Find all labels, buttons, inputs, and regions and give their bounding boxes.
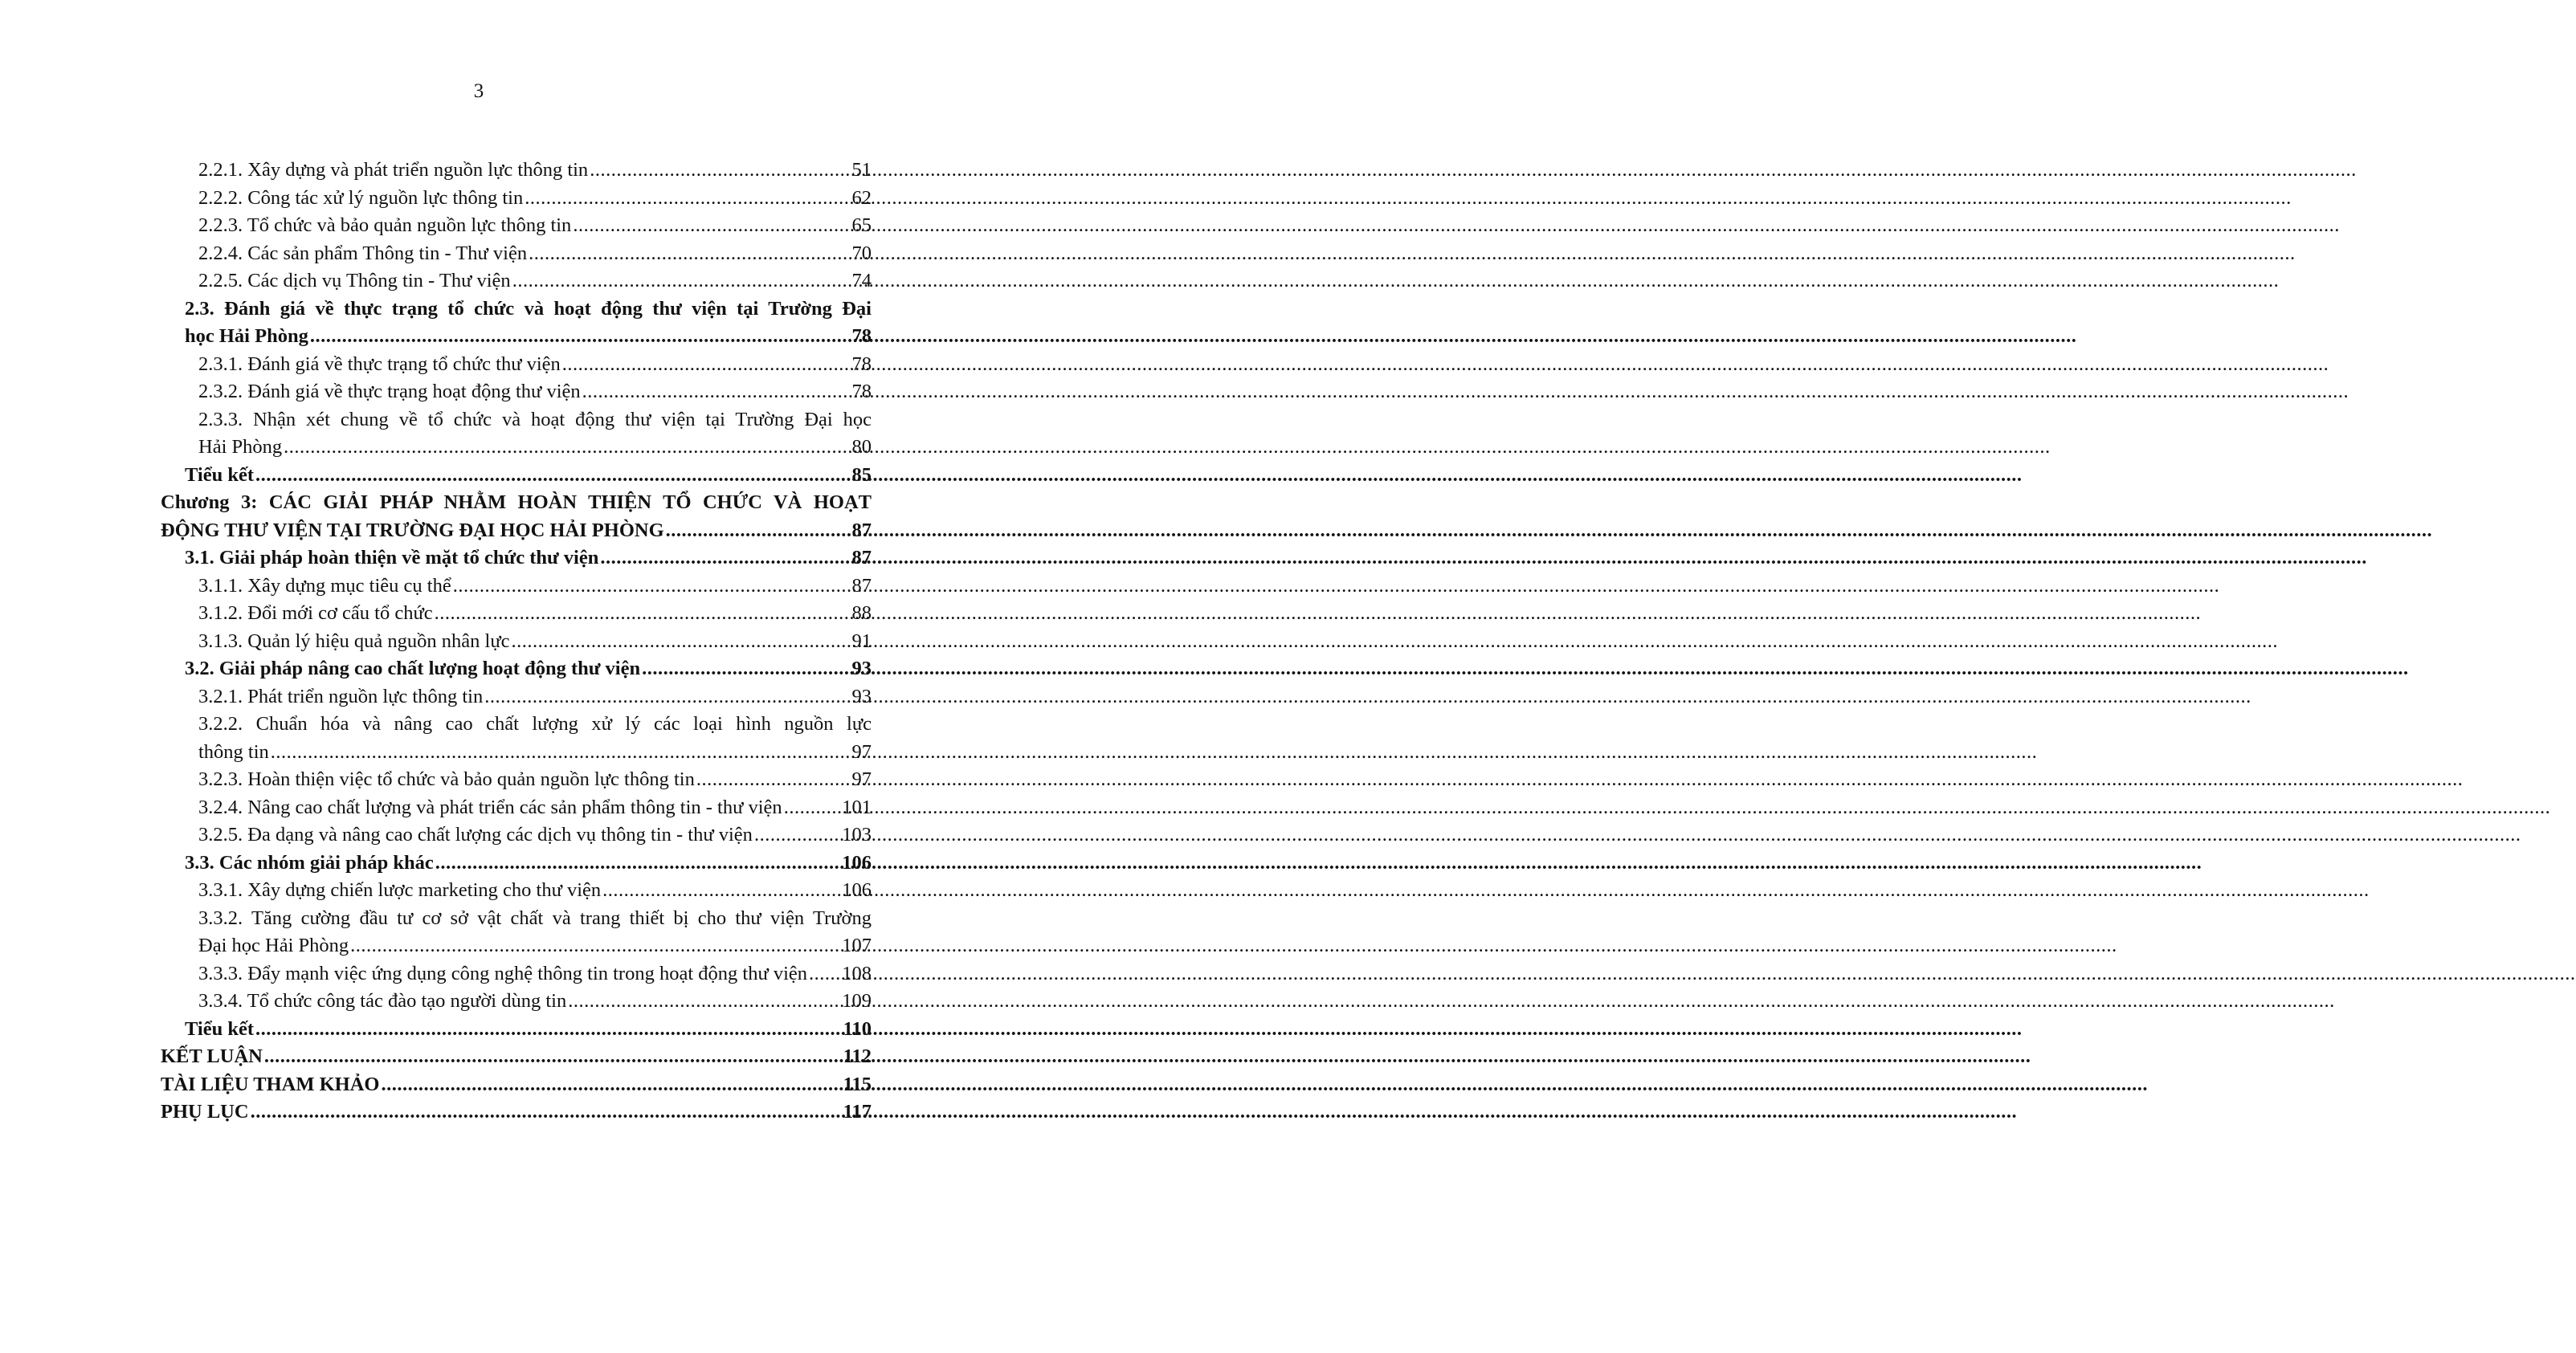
toc-entry-title: Đại học Hải Phòng xyxy=(198,935,349,956)
toc-page-number: 110 xyxy=(843,1017,872,1040)
toc-entry-title-line: 3.3.2. Tăng cường đầu tư cơ sở vật chất và trang thiết bị cho thư viện Trường xyxy=(198,907,872,929)
toc-page-number: 78 xyxy=(851,353,872,375)
toc-entry xyxy=(161,1016,872,1044)
toc-entry-title: 3.3.1. Xây dựng chiến lược marketing cho thư viện xyxy=(198,879,602,901)
toc-entry xyxy=(161,628,872,656)
toc-entry xyxy=(161,877,872,905)
toc-entry xyxy=(161,573,872,601)
toc-page-number: 78 xyxy=(851,325,872,347)
dot-leader xyxy=(284,434,851,462)
toc-entry xyxy=(161,378,872,406)
dot-leader xyxy=(271,739,852,767)
toc-entry-title: 3.2.4. Nâng cao chất lượng và phát triển các sản phẩm thông tin - thư viện xyxy=(198,796,782,818)
dot-leader xyxy=(602,877,842,905)
toc-entry xyxy=(161,157,872,185)
page-number: 3 xyxy=(473,80,484,102)
dot-leader xyxy=(784,794,843,822)
toc-entry-title: 3.2.3. Hoàn thiện việc tổ chức và bảo quản nguồn lực thông tin xyxy=(198,768,695,790)
toc-entry-title-line: 2.3. Đánh giá về thực trạng tổ chức và hoạt động thư viện tại Trường Đại xyxy=(185,297,872,320)
toc-page-number: 106 xyxy=(842,851,872,874)
toc-entry-title: 2.3.2. Đánh giá về thực trạng hoạt động thư viện xyxy=(198,381,581,402)
toc-page-number: 62 xyxy=(851,186,872,209)
dot-leader xyxy=(568,988,842,1016)
dot-leader xyxy=(529,240,851,268)
dot-leader xyxy=(512,267,852,295)
dot-leader xyxy=(696,766,852,794)
dot-leader xyxy=(310,323,852,351)
toc-page-number: 115 xyxy=(843,1073,872,1095)
toc-page-number: 109 xyxy=(842,990,872,1012)
toc-entry-title: Tiểu kết xyxy=(185,1017,254,1040)
dot-leader xyxy=(809,960,842,988)
toc-page-number: 108 xyxy=(842,962,872,984)
toc-page-number: 87 xyxy=(851,519,872,541)
toc-page-number: 107 xyxy=(842,935,872,956)
toc-entry-title: KẾT LUẬN xyxy=(161,1045,263,1067)
toc-entry-title: 2.2.1. Xây dựng và phát triển nguồn lực thông tin xyxy=(198,159,589,181)
toc-page-number: 85 xyxy=(851,463,872,486)
dot-leader xyxy=(590,157,851,185)
toc-entry-title: 3.1.1. Xây dựng mục tiêu cụ thể xyxy=(198,574,451,597)
toc-entry xyxy=(161,850,872,878)
dot-leader xyxy=(754,821,842,850)
toc-entry-title: 3.1.2. Đổi mới cơ cấu tổ chức xyxy=(198,602,433,624)
dot-leader xyxy=(350,932,842,960)
toc-entry-title: 3.1.3. Quản lý hiệu quả nguồn nhân lực xyxy=(198,630,510,652)
toc-entry-title: 3.2.1. Phát triển nguồn lực thông tin xyxy=(198,685,484,707)
toc-entry-title: 3.1. Giải pháp hoàn thiện về mặt tổ chức thư viện xyxy=(185,547,599,569)
toc-entry xyxy=(161,683,872,711)
toc-entry xyxy=(161,711,872,766)
toc-entry xyxy=(161,212,872,240)
toc-entry-title: 3.3.3. Đẩy mạnh việc ứng dụng công nghệ thông tin trong hoạt động thư viện xyxy=(198,962,808,984)
toc-entry-title: 2.2.2. Công tác xử lý nguồn lực thông tin xyxy=(198,186,524,209)
dot-leader xyxy=(562,351,852,379)
dot-leader xyxy=(582,378,852,406)
dot-leader xyxy=(642,655,851,683)
toc-entry-title-line: 2.3.3. Nhận xét chung về tổ chức và hoạt động thư viện tại Trường Đại học xyxy=(198,408,872,430)
toc-entry xyxy=(161,351,872,379)
toc-entry xyxy=(161,655,872,683)
dot-leader xyxy=(255,1016,843,1044)
toc-entry xyxy=(161,600,872,628)
toc-entry-title: 2.2.3. Tổ chức và bảo quản nguồn lực thông tin xyxy=(198,214,572,236)
toc-page-number: 112 xyxy=(843,1045,872,1067)
toc-entry-title: ĐỘNG THƯ VIỆN TẠI TRƯỜNG ĐẠI HỌC HẢI PHÒNG xyxy=(161,519,664,541)
toc-entry-title: 2.2.5. Các dịch vụ Thông tin - Thư viện xyxy=(198,270,511,291)
dot-leader xyxy=(525,185,851,213)
toc-page-number: 65 xyxy=(851,214,872,236)
toc-entry xyxy=(161,185,872,213)
dot-leader xyxy=(600,544,851,573)
toc-page-number: 101 xyxy=(842,796,872,818)
toc-page-number: 117 xyxy=(843,1101,872,1123)
toc-entry xyxy=(161,766,872,794)
toc-page-number: 87 xyxy=(851,574,872,597)
dot-leader xyxy=(255,462,852,490)
toc-page-number: 78 xyxy=(851,381,872,402)
toc-entry xyxy=(161,794,872,822)
toc-entry-title: PHỤ LỤC xyxy=(161,1101,249,1123)
toc-entry-title: 3.2.5. Đa dạng và nâng cao chất lượng các dịch vụ thông tin - thư viện xyxy=(198,824,753,846)
toc-entry xyxy=(161,489,872,544)
toc-entry xyxy=(161,267,872,295)
dot-leader xyxy=(484,683,851,711)
toc-entry-title-line: 3.2.2. Chuẩn hóa và nâng cao chất lượng xử lý các loại hình nguồn lực xyxy=(198,713,872,735)
toc-entry-title: 2.2.4. Các sản phẩm Thông tin - Thư viện xyxy=(198,242,528,264)
dot-leader xyxy=(264,1043,843,1071)
toc-entry xyxy=(161,1071,872,1099)
toc-entry-title: 3.2. Giải pháp nâng cao chất lượng hoạt động thư viện xyxy=(185,658,641,679)
toc-page-number: 97 xyxy=(851,768,872,790)
toc-entry-title: Hải Phòng xyxy=(198,436,283,458)
toc-page-number: 93 xyxy=(851,658,872,679)
toc-entry xyxy=(161,240,872,268)
toc-entry-title: 2.3.1. Đánh giá về thực trạng tổ chức thư viện xyxy=(198,353,561,375)
toc-page-number: 103 xyxy=(842,824,872,846)
toc-page-number: 80 xyxy=(851,436,872,458)
toc-page-number: 93 xyxy=(851,685,872,707)
toc-page-number: 74 xyxy=(851,270,872,291)
dot-leader xyxy=(382,1071,843,1099)
toc-entry xyxy=(161,462,872,490)
toc-page-number: 87 xyxy=(851,547,872,569)
toc-page-number: 106 xyxy=(842,879,872,901)
toc-entry xyxy=(161,988,872,1016)
toc-page-number: 97 xyxy=(851,740,872,763)
toc-entry xyxy=(161,960,872,988)
toc-entry xyxy=(161,1043,872,1071)
toc-page-number: 91 xyxy=(851,630,872,652)
toc-entry-title: TÀI LIỆU THAM KHẢO xyxy=(161,1073,380,1095)
table-of-contents xyxy=(161,157,872,1127)
dot-leader xyxy=(573,212,851,240)
toc-entry-title-line: Chương 3: CÁC GIẢI PHÁP NHẰM HOÀN THIỆN TỔ CHỨC VÀ HOẠT xyxy=(161,491,872,513)
toc-entry-title: Tiểu kết xyxy=(185,463,254,486)
toc-page-number: 51 xyxy=(851,159,872,181)
toc-page-number: 70 xyxy=(851,242,872,264)
toc-entry-title: 3.3.4. Tổ chức công tác đào tạo người dùng tin xyxy=(198,990,567,1012)
toc-entry xyxy=(161,821,872,850)
dot-leader xyxy=(453,573,852,601)
dot-leader xyxy=(666,517,852,545)
dot-leader xyxy=(435,850,843,878)
toc-entry-title: 3.3. Các nhóm giải pháp khác xyxy=(185,851,434,874)
toc-entry xyxy=(161,544,872,573)
toc-entry xyxy=(161,295,872,351)
toc-page-number: 88 xyxy=(851,602,872,624)
toc-entry-title: học Hải Phòng xyxy=(185,325,308,347)
toc-entry xyxy=(161,406,872,462)
dot-leader xyxy=(251,1098,843,1127)
toc-entry xyxy=(161,905,872,960)
toc-entry-title: thông tin xyxy=(198,740,269,763)
dot-leader xyxy=(512,628,852,656)
toc-entry xyxy=(161,1098,872,1127)
dot-leader xyxy=(435,600,852,628)
